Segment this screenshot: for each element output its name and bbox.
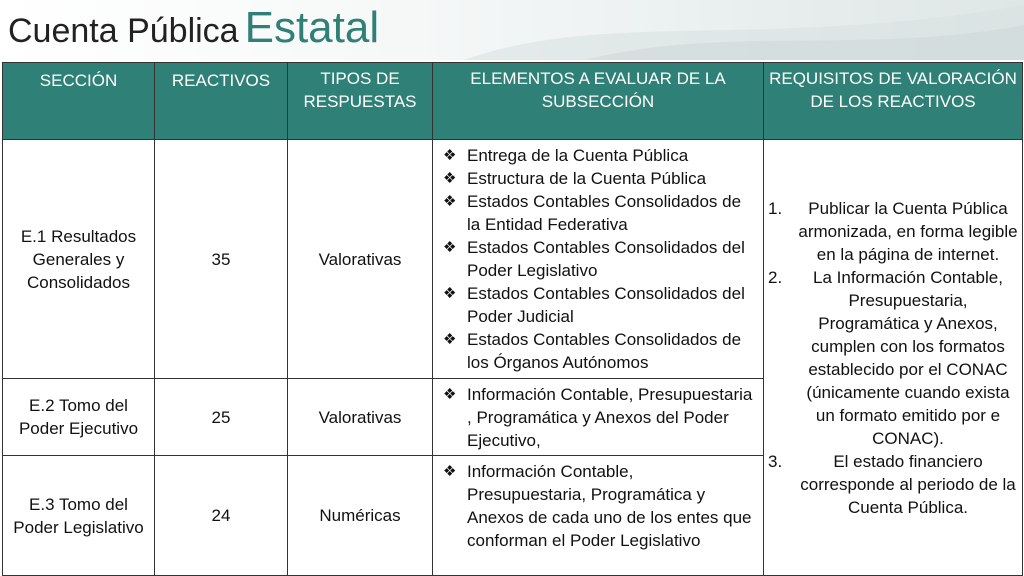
evaluation-table — [2, 62, 1023, 576]
diamond-bullet-icon: ❖ — [443, 193, 457, 210]
cell-requisitos — [764, 140, 1023, 576]
cell-reactivos: 25 — [155, 379, 288, 456]
title-part1: Cuenta Pública — [8, 12, 239, 50]
cell-seccion: E.1 Resultados Generales y Consolidados — [3, 140, 155, 379]
cell-elementos — [433, 456, 764, 576]
elementos-list — [443, 460, 757, 552]
header-reactivos: REACTIVOS — [155, 63, 288, 140]
cell-reactivos: 24 — [155, 456, 288, 576]
list-item: ❖ Estados Contables Consolidados de los Órganos Autónomos — [443, 330, 742, 372]
list-item: 2. La Información Contable, Presupuestaria, Programática y Anexos, cumplen con los formatos establecido por el CONAC (únicamente cuando exista un formato emitido por e CONAC). — [768, 267, 1010, 448]
cell-elementos — [433, 379, 764, 456]
cell-seccion: E.3 Tomo del Poder Legislativo — [3, 456, 155, 576]
cell-reactivos: 35 — [155, 140, 288, 379]
header-requisitos: REQUISITOS DE VALORACIÓN DE LOS REACTIVOS — [764, 63, 1023, 140]
list-item: ❖ Estados Contables Consolidados del Poder Legislativo — [443, 238, 745, 280]
diamond-bullet-icon: ❖ — [443, 463, 457, 480]
list-item: 3. El estado financiero corresponde al periodo de la Cuenta Pública. — [768, 451, 1016, 517]
cell-tipo: Valorativas — [288, 379, 433, 456]
diamond-bullet-icon: ❖ — [443, 170, 457, 187]
cell-tipo: Numéricas — [288, 456, 433, 576]
diamond-bullet-icon: ❖ — [443, 331, 457, 348]
header-seccion: SECCIÓN — [3, 63, 155, 140]
header-elementos: ELEMENTOS A EVALUAR DE LA SUBSECCIÓN — [433, 63, 764, 140]
table-header-row — [3, 63, 1023, 140]
elementos-list — [443, 383, 757, 452]
requisitos-list — [768, 197, 1018, 519]
header-tipos: TIPOS DE RESPUESTAS — [288, 63, 433, 140]
list-item: ❖ Estructura de la Cuenta Pública — [443, 169, 707, 188]
elementos-list — [443, 144, 757, 374]
list-item: ❖ Información Contable, Presupuestaria , Programática y Anexos del Poder Ejecutivo, — [443, 385, 753, 450]
decorative-wave — [464, 0, 1024, 60]
table-row — [3, 140, 1023, 379]
diamond-bullet-icon: ❖ — [443, 386, 457, 403]
diamond-bullet-icon: ❖ — [443, 285, 457, 302]
list-item: ❖ Estados Contables Consolidados del Poder Judicial — [443, 284, 745, 326]
list-item: ❖ Estados Contables Consolidados de la Entidad Federativa — [443, 192, 742, 234]
cell-seccion: E.2 Tomo del Poder Ejecutivo — [3, 379, 155, 456]
page-title — [8, 3, 380, 52]
title-part2: Estatal — [244, 3, 380, 52]
diamond-bullet-icon: ❖ — [443, 239, 457, 256]
list-item: ❖ Entrega de la Cuenta Pública — [443, 146, 689, 165]
diamond-bullet-icon: ❖ — [443, 147, 457, 164]
list-item: 1. Publicar la Cuenta Pública armonizada, en forma legible en la página de internet. — [768, 198, 1018, 264]
cell-elementos — [433, 140, 764, 379]
cell-tipo: Valorativas — [288, 140, 433, 379]
list-item: ❖ Información Contable, Presupuestaria, Programática y Anexos de cada uno de los entes que conforman el Poder Legislativo — [443, 462, 752, 550]
